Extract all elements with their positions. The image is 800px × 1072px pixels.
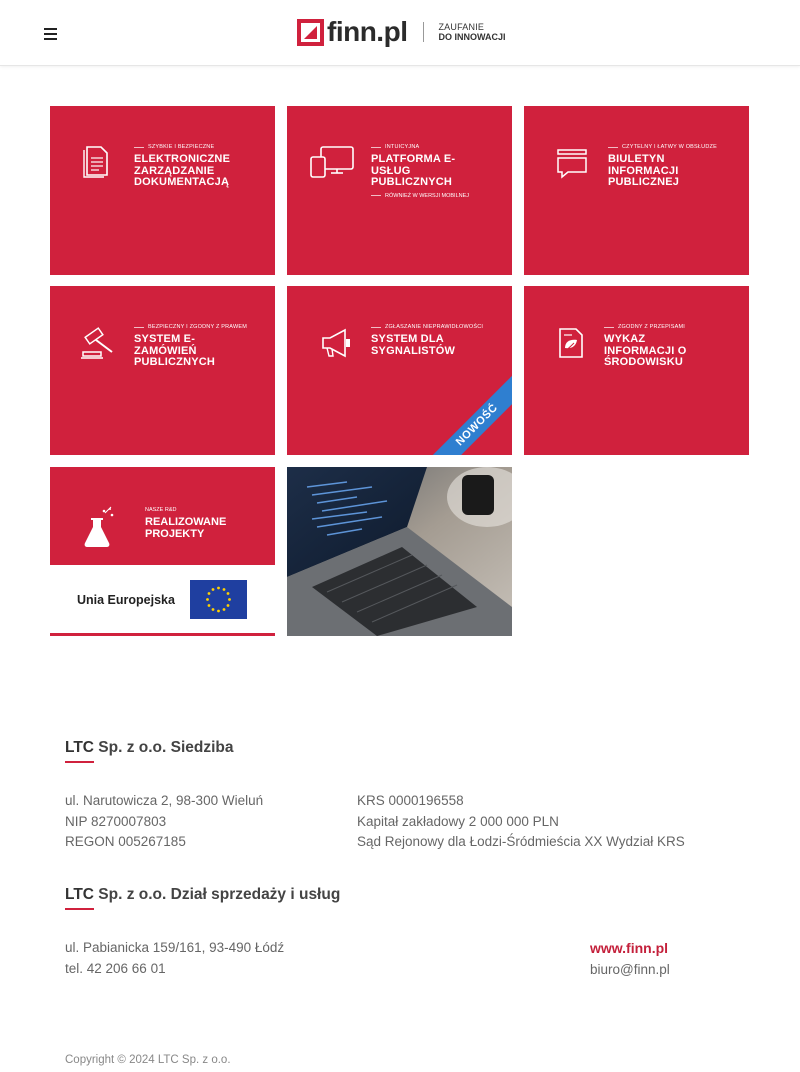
sales-ltc: LTC: [65, 886, 94, 903]
tile-text: [371, 144, 471, 199]
tile-text: [134, 144, 254, 189]
tagline: [438, 22, 505, 42]
copyright: Copyright © 2024 LTC Sp. z o.o.: [65, 1054, 231, 1066]
hq-krs: KRS 0000196558: [357, 793, 464, 808]
eu-underline: [50, 633, 275, 636]
tile-title: SYSTEM E-ZAMÓWIEŃ PUBLICZNYCH: [134, 333, 216, 368]
sales-phone: tel. 42 206 66 01: [65, 960, 166, 976]
sales-address-block: [65, 938, 284, 979]
tagline-line-1: ZAUFANIE: [438, 22, 485, 32]
flask-icon: [82, 505, 116, 549]
tile-whistleblower-system[interactable]: [287, 286, 512, 455]
hq-court: Sąd Rejonowy dla Łodzi-Śródmieścia XX Wydział KRS: [357, 834, 685, 849]
hq-capital: Kapitał zakładowy 2 000 000 PLN: [357, 813, 559, 829]
sales-address: ul. Pabianicka 159/161, 93-490 Łódź: [65, 940, 285, 955]
hq-nip: NIP 8270007803: [65, 813, 167, 829]
chat-bubble-icon: [556, 146, 590, 180]
new-badge-ribbon: NOWOŚĆ: [424, 372, 512, 455]
website-link[interactable]: www.finn.pl: [590, 940, 669, 956]
tile-subtitle: ZGŁASZANIE NIEPRAWIDŁOWOŚCI: [371, 324, 483, 330]
tile-title: SYSTEM DLA SYGNALISTÓW: [371, 333, 456, 357]
megaphone-icon: [319, 326, 353, 360]
hq-ltc: LTC: [65, 739, 94, 756]
hq-address-block: [65, 791, 263, 853]
eco-document-icon: [554, 326, 588, 360]
tile-text: [608, 144, 717, 189]
laptop-code-image: [287, 467, 512, 636]
devices-icon: [309, 144, 355, 178]
tile-subtitle: ZGODNY Z PRZEPISAMI: [604, 324, 704, 330]
hq-section-title: [65, 739, 234, 757]
eu-label: Unia Europejska: [77, 593, 175, 607]
finn-logo-icon: [297, 19, 324, 46]
site-header: [0, 0, 800, 66]
tile-title: ELEKTRONICZNE ZARZĄDZANIE DOKUMENTACJĄ: [134, 153, 231, 188]
hq-registry-block: [357, 791, 685, 853]
tile-footnote: RÓWNIEŻ W WERSJI MOBILNEJ: [371, 193, 471, 199]
tile-subtitle: CZYTELNY I ŁATWY W OBSŁUDZE: [608, 144, 717, 150]
tile-title: WYKAZ INFORMACJI O ŚRODOWISKU: [604, 333, 687, 368]
gavel-icon: [80, 326, 118, 360]
tile-title: BIULETYN INFORMACJI PUBLICZNEJ: [608, 153, 680, 188]
hq-title-rest: Sp. z o.o. Siedziba: [93, 739, 234, 756]
tile-text: [371, 324, 483, 357]
logo-divider: [423, 22, 424, 42]
sales-title-rest: Sp. z o.o. Dział sprzedaży i usług: [93, 886, 341, 903]
sales-section-title: [65, 886, 340, 904]
rd-banner: [50, 467, 275, 565]
site-logo[interactable]: [297, 17, 506, 47]
eu-flag-icon: [190, 580, 247, 619]
hq-regon: REGON 005267185: [65, 834, 186, 849]
email-link[interactable]: biuro@finn.pl: [590, 961, 670, 977]
tile-text: [145, 507, 245, 540]
sales-contact-block: [590, 938, 670, 980]
hq-address: ul. Narutowicza 2, 98-300 Wieluń: [65, 793, 264, 808]
tile-public-information-bulletin[interactable]: [524, 106, 749, 275]
tile-text: [604, 324, 704, 369]
tile-environmental-information[interactable]: [524, 286, 749, 455]
tagline-line-2: DO INNOWACJI: [438, 32, 506, 42]
tile-e-procurement-system[interactable]: [50, 286, 275, 455]
logo-text: finn.pl: [327, 16, 408, 47]
tile-e-services-platform[interactable]: [287, 106, 512, 275]
tile-subtitle: SZYBKIE I BEZPIECZNE: [134, 144, 254, 150]
document-icon: [80, 144, 114, 178]
tile-text: [134, 324, 247, 369]
tile-subtitle: NASZE R&D: [145, 507, 177, 513]
tile-subtitle: INTUICYJNA: [371, 144, 471, 150]
hamburger-menu-icon[interactable]: [44, 28, 57, 40]
laptop-photo[interactable]: [287, 467, 512, 636]
tile-rd-projects[interactable]: [50, 467, 275, 636]
tile-subtitle: BEZPIECZNY I ZGODNY Z PRAWEM: [134, 324, 247, 330]
tile-title: REALIZOWANE PROJEKTY: [145, 516, 227, 540]
tile-document-management[interactable]: [50, 106, 275, 275]
tile-title: PLATFORMA E-USŁUG PUBLICZNYCH: [371, 153, 456, 188]
